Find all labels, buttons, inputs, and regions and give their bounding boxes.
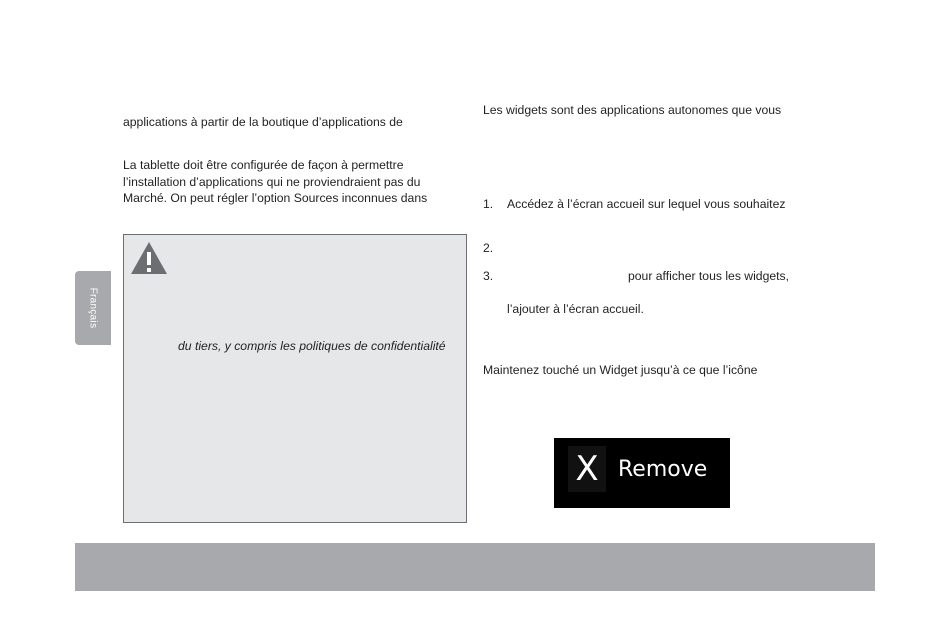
left-para-line-2: l’installation d’applications qui ne proviendraient pas du <box>123 175 421 189</box>
widgets-intro: Les widgets sont des applications autonomes que vous <box>483 103 782 117</box>
language-tab-label: Français <box>87 287 99 329</box>
left-para-line-1: La tablette doit être configurée de façon à permettre <box>123 158 404 172</box>
step-2-number: 2. <box>483 241 494 255</box>
remove-label: Remove <box>618 457 708 482</box>
left-line-1: applications à partir de la boutique d’applications de <box>123 115 403 129</box>
remove-x-icon: X <box>568 446 606 492</box>
remove-button <box>554 438 730 508</box>
warning-triangle-icon <box>130 241 168 275</box>
step-3-continuation: l’ajouter à l’écran accueil. <box>507 302 644 316</box>
left-para-line-3: Marché. On peut régler l’option Sources inconnues dans <box>123 191 428 205</box>
step-1-text: Accédez à l’écran accueil sur lequel vous souhaitez <box>507 197 786 211</box>
step-3-text: pour afficher tous les widgets, <box>628 269 790 283</box>
language-tab <box>75 271 111 345</box>
hold-widget-text: Maintenez touché un Widget jusqu’à ce que l’icône <box>483 363 758 377</box>
step-3-number: 3. <box>483 269 494 283</box>
step-1-number: 1. <box>483 197 494 211</box>
warning-italic-line: du tiers, y compris les politiques de confidentialité <box>178 339 446 353</box>
footer-bar <box>75 543 875 591</box>
warning-box <box>123 234 467 523</box>
